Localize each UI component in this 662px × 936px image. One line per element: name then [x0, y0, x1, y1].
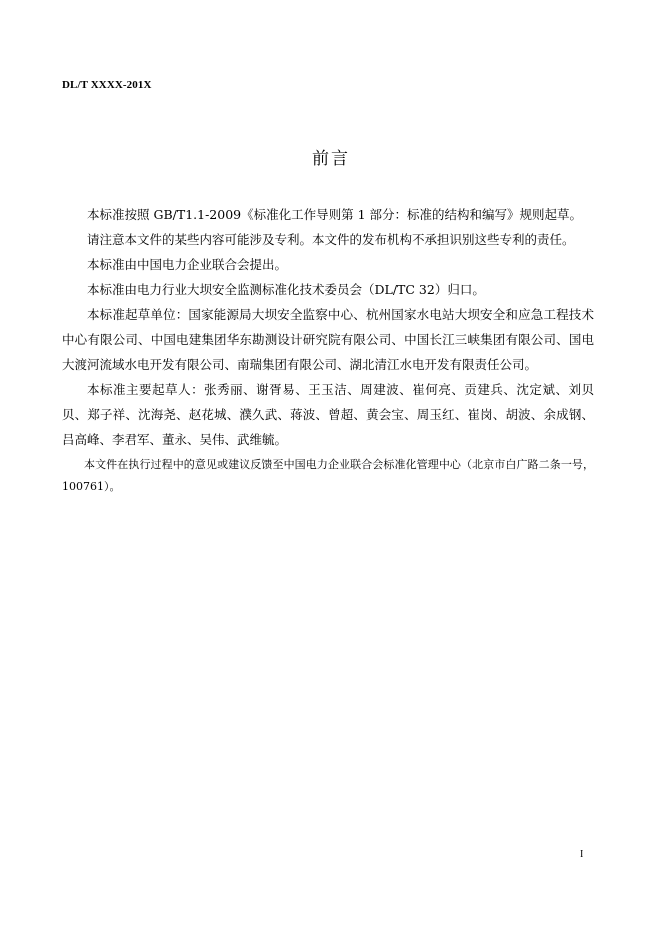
paragraph-drafting-units: 本标准起草单位：国家能源局大坝安全监察中心、杭州国家水电站大坝安全和应急工程技术中心有限公司、中国电建集团华东勘测设计研究院有限公司、中国长江三峡集团有限公司、国电大渡河流域水电开发有限公司、南瑞集团有限公司、湖北清江水电开发有限责任公司。 [62, 307, 594, 372]
page-number: I [580, 849, 584, 860]
paragraph-feedback-note: 本文件在执行过程中的意见或建议反馈至中国电力企业联合会标准化管理中心（北京市白广路二条一号，100761）。 [62, 458, 594, 493]
doc-code: DL/T XXXX-201X [62, 79, 152, 91]
foreword-body [62, 202, 594, 498]
paragraph-proposed-by: 本标准由中国电力企业联合会提出。 [87, 257, 288, 272]
paragraph-patent-notice: 请注意本文件的某些内容可能涉及专利。本文件的发布机构不承担识别这些专利的责任。 [87, 232, 575, 247]
paragraph-drafters: 本标准主要起草人：张秀丽、谢胥易、王玉洁、周建波、崔何亮、贡建兵、沈定斌、刘贝贝、郑子祥、沈海尧、赵花城、濮久武、蒋波、曾超、黄会宝、周玉红、崔岗、胡波、余成钢、吕高峰、李君军、董永、吴伟、武维毓。 [62, 382, 594, 447]
paragraph-administered-by: 本标准由电力行业大坝安全监测标准化技术委员会（DL/TC 32）归口。 [87, 282, 485, 297]
page-title: 前言 [312, 149, 350, 169]
paragraph-drafting-rules: 本标准按照 GB/T1.1-2009《标准化工作导则第 1 部分：标准的结构和编写》规则起草。 [87, 207, 583, 222]
